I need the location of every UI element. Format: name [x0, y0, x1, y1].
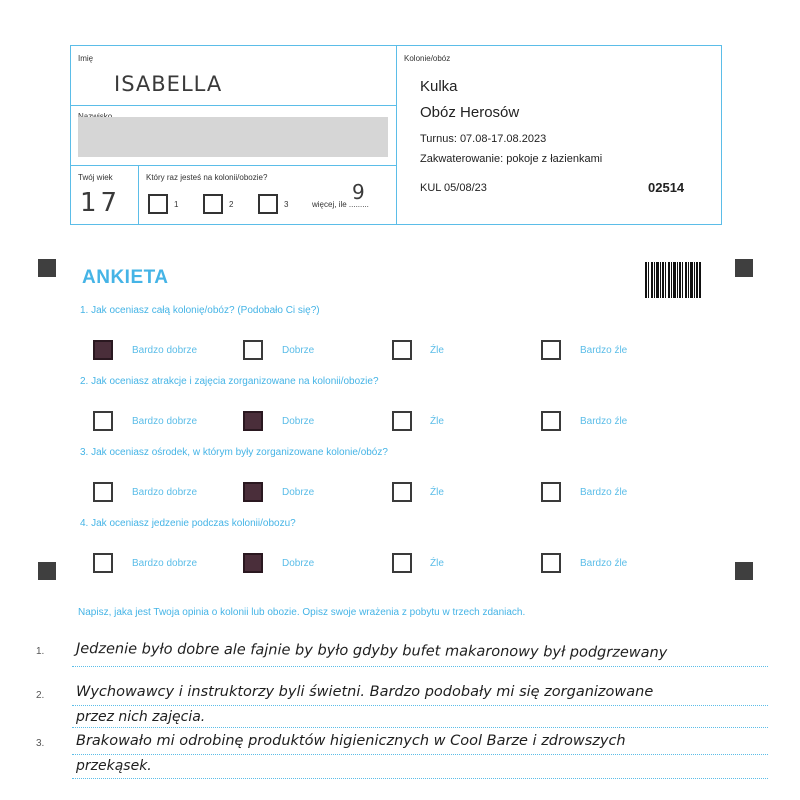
redacted-surname	[78, 117, 388, 157]
question-2-option-3-checkbox[interactable]	[392, 411, 412, 431]
wiek-label: Twój wiek	[78, 173, 113, 182]
question-4-option-3-checkbox[interactable]	[392, 553, 412, 573]
answer-line	[72, 705, 768, 706]
imie-label: Imię	[78, 54, 94, 63]
survey-title: ANKIETA	[82, 267, 169, 288]
visit-3-label: 3	[284, 200, 289, 209]
question-1-option-2-checkbox[interactable]	[243, 340, 263, 360]
line-number: 2.	[36, 690, 45, 701]
question-1-option-1-label: Bardzo dobrze	[132, 345, 198, 356]
question-1-option-4-checkbox[interactable]	[541, 340, 561, 360]
answer-text-3: przez nich zajęcia.	[76, 709, 206, 725]
registration-marker	[38, 562, 56, 580]
header-hline-2	[70, 165, 396, 166]
answer-line	[72, 778, 768, 779]
question-4-text: 4. Jak oceniasz jedzenie podczas kolonii/obozu?	[80, 518, 296, 529]
visit-2-label: 2	[229, 200, 234, 209]
answer-text-4: Brakowało mi odrobinę produktów higienicznych w Cool Barze i zdrowszych	[76, 733, 626, 749]
question-3-option-4-checkbox[interactable]	[541, 482, 561, 502]
question-2-option-4-label: Bardzo źle	[580, 416, 628, 427]
question-3-option-1-label: Bardzo dobrze	[132, 487, 198, 498]
zakwaterowanie: Zakwaterowanie: pokoje z łazienkami	[420, 153, 603, 165]
answer-text-2: Wychowawcy i instruktorzy byli świetni. Bardzo podobały mi się zorganizowane	[76, 684, 654, 700]
turnus: Turnus: 07.08-17.08.2023	[420, 133, 547, 145]
question-1-option-4-label: Bardzo źle	[580, 345, 628, 356]
header-divider-age	[138, 165, 139, 225]
question-2-option-4-checkbox[interactable]	[541, 411, 561, 431]
wiek-value: 17	[80, 188, 122, 218]
question-4-option-2-label: Dobrze	[282, 558, 315, 569]
wiecej-value: 9	[352, 180, 365, 204]
line-number: 1.	[36, 646, 45, 657]
question-4-option-3-label: Źle	[430, 558, 444, 569]
visit-1-checkbox[interactable]	[148, 194, 168, 214]
visit-1-label: 1	[174, 200, 179, 209]
question-3-option-4-label: Bardzo źle	[580, 487, 628, 498]
question-1-option-3-label: Źle	[430, 345, 444, 356]
question-3-option-3-label: Źle	[430, 487, 444, 498]
question-3-option-2-checkbox[interactable]	[243, 482, 263, 502]
question-3-option-1-checkbox[interactable]	[93, 482, 113, 502]
header-hline-1	[70, 105, 396, 106]
question-1-option-1-checkbox[interactable]	[93, 340, 113, 360]
question-3-option-2-label: Dobrze	[282, 487, 315, 498]
answer-text-1: Jedzenie było dobre ale fajnie by było gdyby bufet makaronowy był podgrzewany	[75, 641, 668, 662]
wiecej-label: więcej, ile .........	[312, 200, 369, 209]
question-2-text: 2. Jak oceniasz atrakcje i zajęcia zorganizowane na kolonii/obozie?	[80, 376, 379, 387]
registration-marker	[735, 562, 753, 580]
answer-line	[72, 754, 768, 755]
question-2-option-1-label: Bardzo dobrze	[132, 416, 198, 427]
question-4-option-1-checkbox[interactable]	[93, 553, 113, 573]
question-2-option-2-checkbox[interactable]	[243, 411, 263, 431]
question-4-option-4-label: Bardzo źle	[580, 558, 628, 569]
numer: 02514	[648, 180, 685, 195]
question-1-option-2-label: Dobrze	[282, 345, 315, 356]
answer-line	[72, 666, 768, 667]
question-4-option-1-label: Bardzo dobrze	[132, 558, 198, 569]
ktory-raz-label: Który raz jesteś na kolonii/obozie?	[146, 173, 268, 182]
answer-line	[72, 727, 768, 728]
registration-marker	[38, 259, 56, 277]
answer-text-5: przekąsek.	[76, 758, 152, 774]
imie-value: ISABELLA	[114, 72, 223, 96]
question-1-text: 1. Jak oceniasz całą kolonię/obóz? (Podobało Ci się?)	[80, 305, 320, 316]
kolonie-name: Kulka	[420, 78, 458, 95]
question-3-option-3-checkbox[interactable]	[392, 482, 412, 502]
question-4-option-4-checkbox[interactable]	[541, 553, 561, 573]
barcode-icon	[645, 262, 701, 298]
opinion-prompt: Napisz, jaka jest Twoja opinia o kolonii lub obozie. Opisz swoje wrażenia z pobytu w trzech zdaniach.	[78, 607, 526, 618]
oboz-name: Obóz Herosów	[420, 104, 520, 121]
line-number: 3.	[36, 738, 45, 749]
question-1-option-3-checkbox[interactable]	[392, 340, 412, 360]
header-divider	[396, 45, 397, 225]
question-3-text: 3. Jak oceniasz ośrodek, w którym były zorganizowane kolonie/obóz?	[80, 447, 388, 458]
question-4-option-2-checkbox[interactable]	[243, 553, 263, 573]
visit-2-checkbox[interactable]	[203, 194, 223, 214]
question-2-option-2-label: Dobrze	[282, 416, 315, 427]
registration-marker	[735, 259, 753, 277]
kod: KUL 05/08/23	[420, 182, 487, 194]
visit-3-checkbox[interactable]	[258, 194, 278, 214]
question-2-option-1-checkbox[interactable]	[93, 411, 113, 431]
kolonie-label: Kolonie/obóz	[404, 54, 451, 63]
question-2-option-3-label: Źle	[430, 416, 444, 427]
